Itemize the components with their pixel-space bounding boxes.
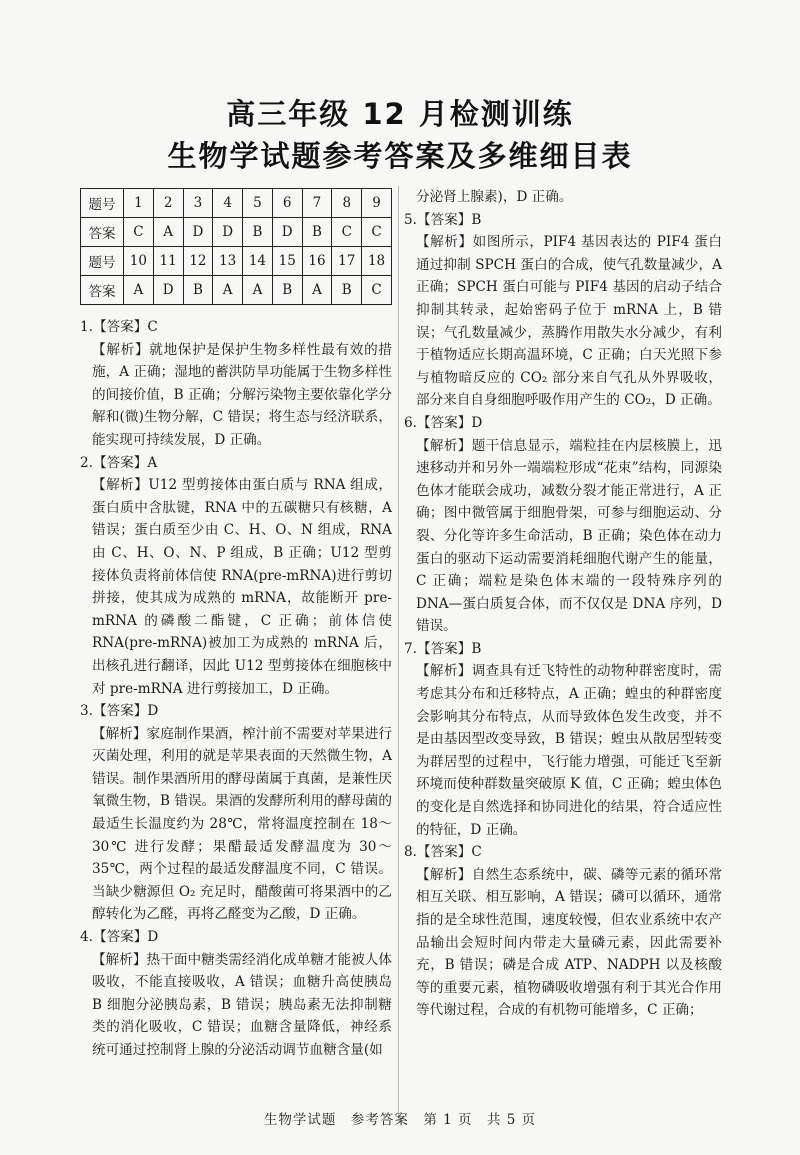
answer-table-cell: D <box>153 276 183 305</box>
answer-table-cell: A <box>243 276 273 305</box>
answer-table-cell: 11 <box>153 247 183 276</box>
answer-table-cell: B <box>243 218 273 247</box>
answer-table-cell: 8 <box>332 189 362 218</box>
answer-heading: 7.【答案】B <box>404 640 482 657</box>
answer-table-cell: A <box>124 276 154 305</box>
explanation-text: 【解析】调查具有迁飞特性的动物种群密度时，需考虑其分布和迁移特点，A 正确；蝗虫的种群密度会影响其分布特点，从而导致体色发生改变，并不是由基因型改变导致，B 错误；蝗虫从散居型转变为群居型的过程中，飞行能力增强，可能迁飞至新环境而使种群数量突破原 K 值，C 正确；蝗虫体色的变化是自然选择和协同进化的结果，符合适应性的特征，D 正确。 <box>416 663 722 838</box>
answer-table-cell: B <box>272 276 302 305</box>
answer-table-cell: 7 <box>302 189 332 218</box>
left-column <box>80 316 392 1062</box>
explanation-text: 【解析】热干面中糖类需经消化成单糖才能被人体吸收，不能直接吸收，A 错误；血糖升高使胰岛 B 细胞分泌胰岛素，B 错误；胰岛素无法抑制糖类的消化吸收，C 错误；血糖含量降低，神经系统可通过控制肾上腺的分泌活动调节血糖含量(如 <box>92 951 392 1058</box>
answer-table-cell: C <box>124 218 154 247</box>
answer-table-cell: B <box>183 276 213 305</box>
page-footer: 生物学试题 参考答案 第 1 页 共 5 页 <box>263 1112 537 1128</box>
answer-table-cell: A <box>153 218 183 247</box>
column-divider <box>398 186 399 1116</box>
answer-table-cell: 5 <box>243 189 273 218</box>
answer-table-cell: 2 <box>153 189 183 218</box>
answer-table-row-label: 答案 <box>81 276 124 305</box>
answer-table-cell: 14 <box>243 247 273 276</box>
explanation-text: 【解析】如图所示，PIF4 基因表达的 PIF4 蛋白通过抑制 SPCH 蛋白的合成，使气孔数量减少，A 正确；SPCH 蛋白可能与 PIF4 基因的启动子结合抑制其转录，起始密码子位于 mRNA 上，B 错误；气孔数量减少，蒸腾作用散失水分减少，有利于植物适应长期高温环境，C 正确；白天光照下参与植物暗反应的 CO₂ 部分来自气孔从外界吸收，部分来自自身细胞呼吸作用产生的 CO₂，D 正确。 <box>416 234 722 409</box>
explanation-text: 【解析】自然生态系统中，碳、磷等元素的循环常相互关联、相互影响，A 错误；磷可以循环，通常指的是全球性范围，速度较慢，但农业系统中农产品输出会短时间内带走大量磷元素，因此需要补充，B 错误；磷是合成 ATP、NADPH 以及核酸等的重要元素，植物磷吸收增强有利于其光合作用等代谢过程，合成的有机物可能增多，C 正确； <box>416 866 722 1019</box>
answer-table-cell: C <box>362 276 392 305</box>
answer-table-cell: D <box>183 218 213 247</box>
answer-table-cell: D <box>272 218 302 247</box>
answer-table-cell: 17 <box>332 247 362 276</box>
answer-table-cell: C <box>362 218 392 247</box>
answer-table-cell: 18 <box>362 247 392 276</box>
explanation-text: 分泌肾上腺素)，D 正确。 <box>416 189 573 205</box>
document-subtitle: 生物学试题参考答案及多维细目表 <box>167 139 633 173</box>
answer-table-cell: 1 <box>124 189 154 218</box>
answer-heading: 2.【答案】A <box>80 454 158 471</box>
answer-heading: 1.【答案】C <box>80 319 158 335</box>
answer-table-cell: 12 <box>183 247 213 276</box>
explanation-text: 【解析】U12 型剪接体由蛋白质与 RNA 组成，蛋白质中含肽键，RNA 中的五碳糖只有核糖，A 错误；蛋白质至少由 C、H、O、N 组成，RNA 由 C、H、O、N、P 组成，B 正确；U12 型剪接体负责将前体信使 RNA(pre-mRNA)进行剪切拼接，使其成为成熟的 mRNA，故能断开 pre-mRNA 的磷酸二酯键，C 正确；前体信使 RNA(pre-mRNA)被加工为成熟的 mRNA 后，出核孔进行翻译，因此 U12 型剪接体在细胞核中对 pre-mRNA 进行剪接加工，D 正确。 <box>92 477 392 697</box>
answer-table <box>80 188 392 305</box>
answer-table-row-label: 答案 <box>81 218 124 247</box>
explanation-text: 【解析】家庭制作果酒，榨汁前不需要对苹果进行灭菌处理，利用的就是苹果表面的天然微生物，A 错误。制作果酒所用的酵母菌属于真菌，是兼性厌氧微生物，B 错误。果酒的发酵所利用的酵母菌的最适生长温度约为 28℃，常将温度控制在 18～30℃ 进行发酵；果醋最适发酵温度为 30～35℃，两个过程的最适发酵温度不同，C 错误。当缺少糖源但 O₂ 充足时，醋酸菌可将果酒中的乙醇转化为乙醛，再将乙醛变为乙酸，D 正确。 <box>92 725 392 923</box>
answer-table-cell: B <box>332 276 362 305</box>
answer-table-cell: A <box>213 276 243 305</box>
document-title: 高三年级 12 月检测训练 <box>226 97 574 131</box>
explanation-text: 【解析】题干信息显示，端粒挂在内层核膜上，迅速移动并和另外一端端粒形成“花束”结构，同源染色体才能联会成功，减数分裂才能正常进行，A 正确；图中微管属于细胞骨架，可参与细胞运动、分裂、分化等许多生命活动，B 正确；染色体在动力蛋白的驱动下运动需要消耗细胞代谢产生的能量，C 正确；端粒是染色体末端的一段特殊序列的 DNA—蛋白质复合体，而不仅仅是 DNA 序列，D 错误。 <box>416 437 722 635</box>
answer-table-row-label: 题号 <box>81 247 124 276</box>
answer-table-row-label: 题号 <box>81 189 124 218</box>
explanation-text: 【解析】就地保护是保护生物多样性最有效的措施，A 正确；湿地的蓄洪防旱功能属于生物多样性的间接价值，B 正确；分解污染物主要依靠化学分解和(微)生物分解，C 错误；将生态与经济联系，能实现可持续发展，D 正确。 <box>92 341 392 448</box>
answer-table-cell: B <box>302 218 332 247</box>
answer-heading: 5.【答案】B <box>404 211 482 228</box>
answer-heading: 4.【答案】D <box>80 929 159 946</box>
answer-heading: 3.【答案】D <box>80 703 159 720</box>
answer-table-row <box>81 276 392 305</box>
answer-table-cell: C <box>332 218 362 247</box>
answer-table-cell: 3 <box>183 189 213 218</box>
right-column <box>404 186 722 1022</box>
answer-table-row <box>81 218 392 247</box>
answer-table-cell: 13 <box>213 247 243 276</box>
answer-heading: 6.【答案】D <box>404 414 483 431</box>
answer-table-cell: 16 <box>302 247 332 276</box>
answer-table-cell: D <box>213 218 243 247</box>
answer-table-cell: A <box>302 276 332 305</box>
answer-table-cell: 6 <box>272 189 302 218</box>
answer-table-cell: 4 <box>213 189 243 218</box>
answer-table-cell: 10 <box>124 247 154 276</box>
answer-table-cell: 9 <box>362 189 392 218</box>
answer-table-row <box>81 189 392 218</box>
answer-heading: 8.【答案】C <box>404 844 482 861</box>
answer-table-row <box>81 247 392 276</box>
answer-table-cell: 15 <box>272 247 302 276</box>
